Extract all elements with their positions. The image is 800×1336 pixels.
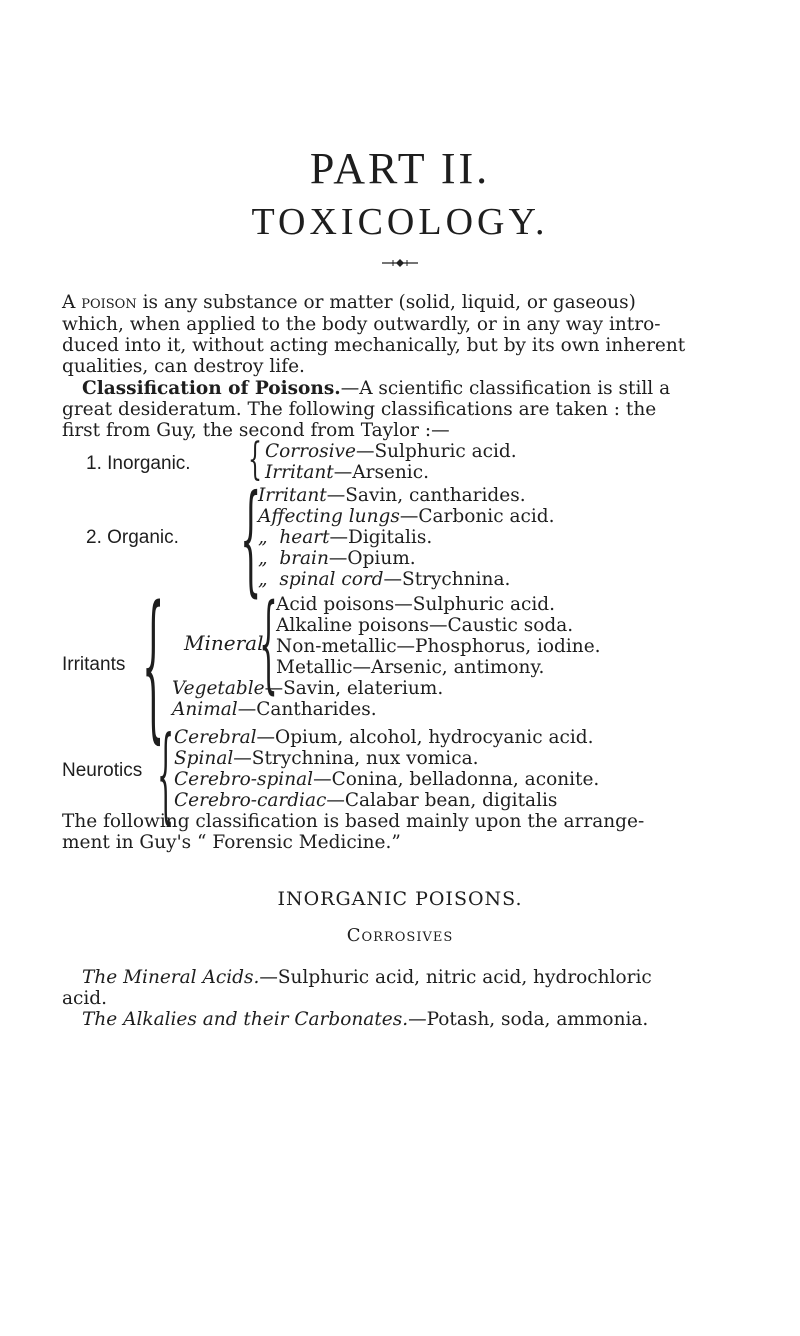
guy-organic-item-4: „ brain—Opium. [258, 548, 416, 569]
guy-organic-item-1: Irritant—Savin, cantharides. [258, 485, 526, 506]
neurotics-item-2: Spinal—Strychnina, nux vomica. [174, 748, 479, 769]
guy-organic-item-5: „ spinal cord—Strychnina. [258, 569, 511, 590]
page-title: TOXICOLOGY. [251, 201, 549, 243]
inorganic-poisons-heading: INORGANIC POISONS. [277, 888, 523, 910]
note-line-2: ment in Guy's “ Forensic Medicine.” [62, 832, 401, 853]
mineral-brace: { [259, 581, 278, 704]
note-line-1: The following classification is based mainly upon the arrange- [62, 811, 645, 832]
intro-line-3: duced into it, without acting mechanically, but by its own inherent [62, 335, 686, 356]
guy-inorganic-item-2: Irritant—Arsenic. [265, 462, 429, 483]
intro-line-2: which, when applied to the body outwardly, or in any way intro- [62, 314, 661, 335]
neurotics-item-1: Cerebral—Opium, alcohol, hydrocyanic acid. [174, 727, 594, 748]
guy-inorganic-label: 1. Inorganic. [86, 453, 191, 474]
part-heading: PART II. [309, 144, 491, 193]
mineral-item-4: Metallic—Arsenic, antimony. [276, 657, 545, 678]
irritants-label: Irritants [62, 654, 126, 675]
mineral-item-2: Alkaline poisons—Caustic soda. [276, 615, 574, 636]
inorganic-brace: { [248, 434, 262, 485]
corrosives-heading: Corrosives [346, 925, 454, 946]
classification-line-1: Classification of Poisons.—A scientific classification is still a [82, 378, 671, 399]
guy-inorganic-item-1: Corrosive—Sulphuric acid. [265, 441, 517, 462]
intro-line-1: A poison is any substance or matter (solid, liquid, or gaseous) [62, 292, 636, 313]
intro-line-4: qualities, can destroy life. [62, 356, 305, 377]
guy-organic-item-3: „ heart—Digitalis. [258, 527, 433, 548]
mineral-label: Mineral [184, 631, 264, 655]
guy-organic-label: 2. Organic. [86, 527, 179, 548]
mineral-item-1: Acid poisons—Sulphuric acid. [276, 594, 556, 615]
animal-line: Animal—Cantharides. [172, 699, 377, 720]
irritants-brace: { [142, 571, 165, 758]
classification-line-2: great desideratum. The following classifications are taken : the [62, 399, 657, 420]
neurotics-item-3: Cerebro-spinal—Conina, belladonna, aconite. [174, 769, 600, 790]
neurotics-brace: { [157, 713, 175, 835]
mineral-item-3: Non-metallic—Phosphorus, iodine. [276, 636, 601, 657]
guy-organic-item-2: Affecting lungs—Carbonic acid. [258, 506, 555, 527]
classification-line-3: first from Guy, the second from Taylor :— [62, 420, 450, 441]
neurotics-item-4: Cerebro-cardiac—Calabar bean, digitalis [174, 790, 558, 811]
mineral-acids-line-1: The Mineral Acids.—Sulphuric acid, nitric acid, hydrochloric [82, 967, 652, 988]
vegetable-line: Vegetable—Savin, elaterium. [172, 678, 444, 699]
ornament-divider [380, 258, 420, 268]
organic-brace: { [240, 470, 262, 609]
neurotics-label: Neurotics [62, 760, 143, 781]
mineral-acids-line-2: acid. [62, 988, 108, 1009]
alkalies-line: The Alkalies and their Carbonates.—Potash, soda, ammonia. [82, 1009, 649, 1030]
